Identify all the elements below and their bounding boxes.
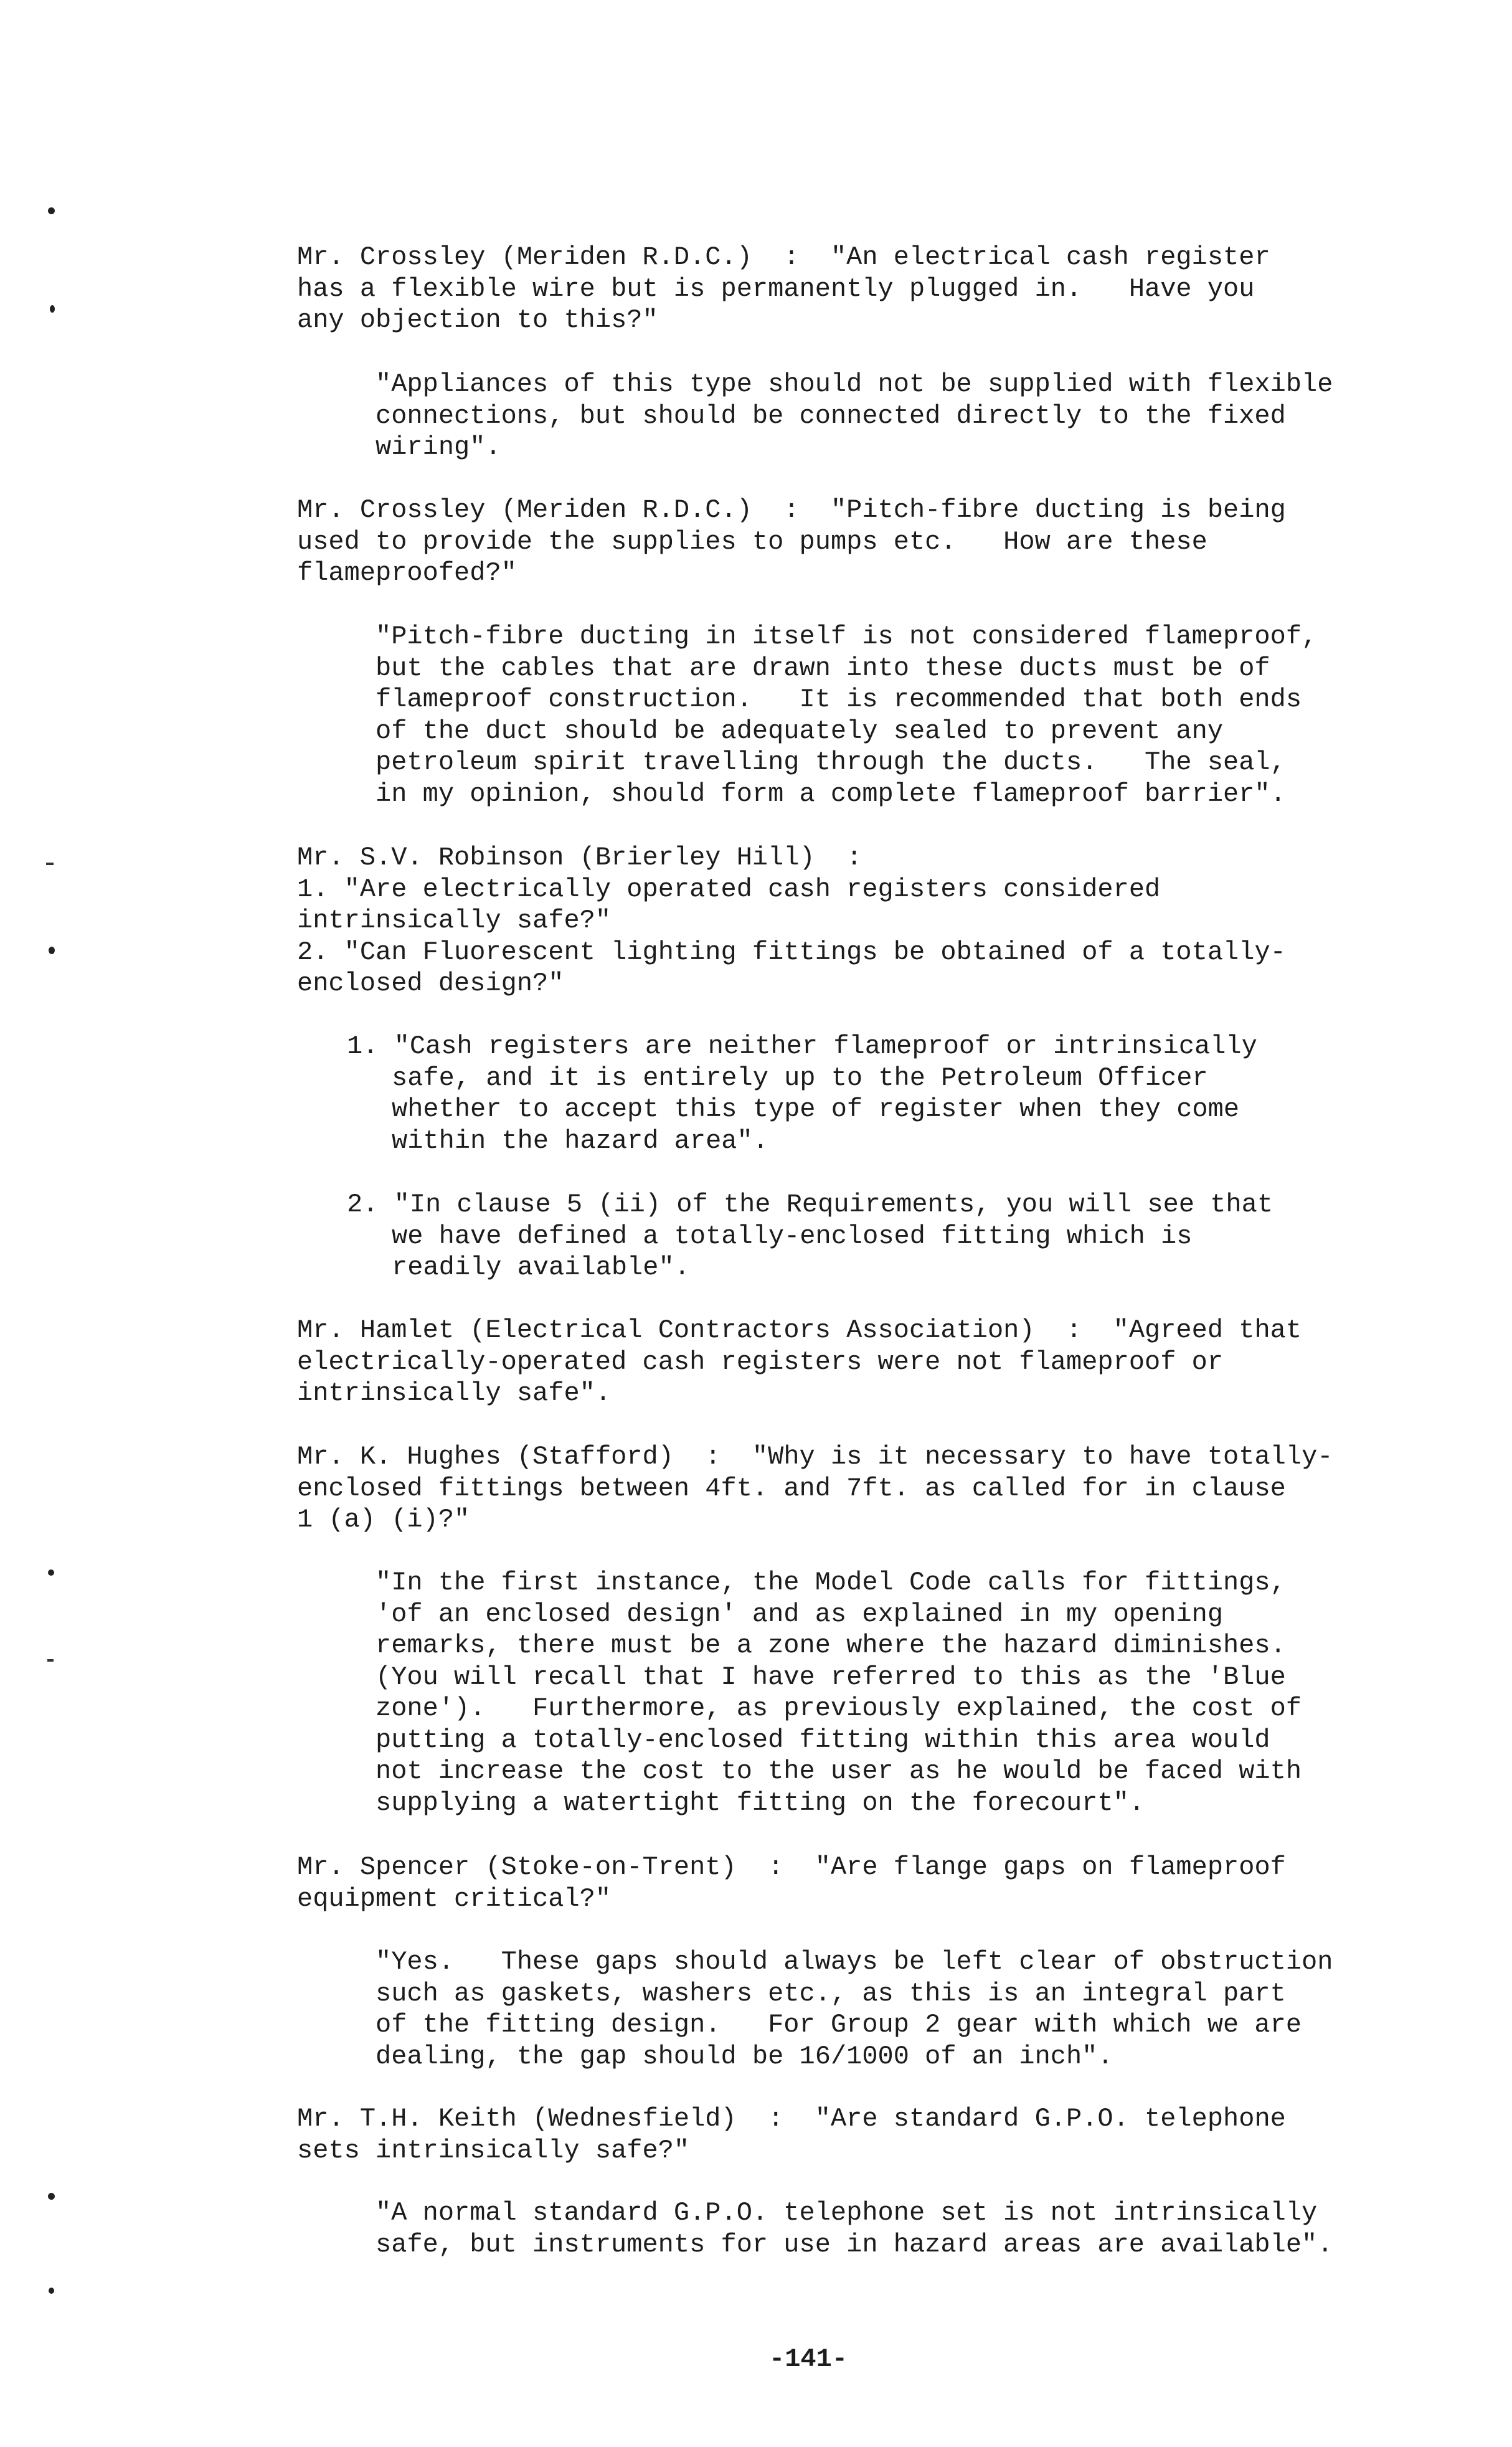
text-line: Mr. Spencer (Stoke-on-Trent) : "Are flange gaps on flameproof	[297, 1852, 1286, 1882]
answer-item-2	[347, 1189, 1273, 1284]
answer-flange-gaps	[376, 1946, 1333, 2072]
text-line: "In the first instance, the Model Code calls for fittings,	[376, 1568, 1286, 1597]
text-line: Mr. S.V. Robinson (Brierley Hill) :	[297, 843, 862, 873]
text-line: wiring".	[376, 432, 501, 462]
text-line: "Yes. These gaps should always be left clear of obstruction	[376, 1947, 1333, 1977]
text-line: 'of an enclosed design' and as explained in my opening	[376, 1599, 1224, 1629]
text-line: Mr. Crossley (Meriden R.D.C.) : "An electrical cash register	[297, 242, 1270, 272]
text-line: such as gaskets, washers etc., as this is an integral part	[376, 1978, 1286, 2009]
text-line: sets intrinsically safe?"	[297, 2135, 690, 2165]
text-line: enclosed design?"	[297, 968, 564, 998]
answer-model-code	[376, 1567, 1302, 1819]
text-line: Mr. T.H. Keith (Wednesfield) : "Are standard G.P.O. telephone	[297, 2104, 1286, 2134]
question-robinson	[297, 842, 1286, 1000]
question-keith	[297, 2103, 1286, 2166]
punch-mark	[50, 305, 55, 313]
question-spencer	[297, 1852, 1286, 1915]
text-line: safe, and it is entirely up to the Petroleum Officer	[392, 1063, 1208, 1093]
text-line: not increase the cost to the user as he would be faced with	[376, 1756, 1302, 1786]
answer-pitch-fibre	[376, 621, 1317, 810]
text-line: in my opinion, should form a complete flameproof barrier".	[376, 779, 1286, 809]
text-line: Mr. Crossley (Meriden R.D.C.) : "Pitch-fibre ducting is being	[297, 495, 1286, 525]
text-line: used to provide the supplies to pumps etc. How are these	[297, 526, 1207, 557]
text-line: 1. "Are electrically operated cash registers considered	[297, 874, 1161, 904]
text-line: of the fitting design. For Group 2 gear with which we are	[376, 2010, 1302, 2040]
punch-mark	[49, 947, 55, 954]
text-line: Mr. Hamlet (Electrical Contractors Association) : "Agreed that	[297, 1315, 1302, 1345]
punch-mark	[49, 2288, 54, 2294]
text-line: remarks, there must be a zone where the hazard diminishes.	[376, 1631, 1286, 1660]
text-line: "Pitch-fibre ducting in itself is not considered flameproof,	[376, 622, 1318, 651]
text-line: supplying a watertight fitting on the forecourt".	[376, 1787, 1145, 1818]
text-line: dealing, the gap should be 16/1000 of an inch".	[376, 2041, 1113, 2071]
text-line: readily available".	[392, 1252, 690, 1282]
punch-mark	[48, 207, 55, 214]
text-line: whether to accept this type of register when they come	[392, 1094, 1240, 1124]
text-line: enclosed fittings between 4ft. and 7ft. as called for in clause	[297, 1473, 1286, 1503]
text-line: 1 (a) (i)?"	[297, 1505, 470, 1535]
text-line: "A normal standard G.P.O. telephone set is not intrinsically	[376, 2198, 1318, 2228]
text-line: within the hazard area".	[392, 1125, 768, 1156]
text-line: connections, but should be connected directly to the fixed	[376, 400, 1286, 431]
text-line: zone'). Furthermore, as previously explained, the cost of	[376, 1693, 1302, 1723]
text-line: but the cables that are drawn into these ducts must be of	[376, 653, 1270, 683]
statement-hamlet	[297, 1315, 1302, 1409]
margin-mark	[47, 1659, 54, 1662]
punch-mark	[48, 1569, 54, 1576]
text-line: 2. "Can Fluorescent lighting fittings be obtained of a totally-	[297, 937, 1286, 967]
text-line: of the duct should be adequately sealed to prevent any	[376, 716, 1224, 746]
question-crossley-pitch-fibre	[297, 495, 1286, 589]
text-line: flameproofed?"	[297, 558, 517, 588]
answer-appliances	[376, 369, 1333, 463]
text-line: has a flexible wire but is permanently plugged in. Have you	[297, 273, 1255, 304]
text-line: safe, but instruments for use in hazard areas are available".	[376, 2229, 1333, 2260]
page-number: -141-	[769, 2344, 848, 2374]
question-hughes	[297, 1441, 1333, 1536]
answer-item-1	[347, 1031, 1257, 1157]
text-line: intrinsically safe".	[297, 1378, 612, 1408]
text-line: flameproof construction. It is recommended that both ends	[376, 684, 1302, 714]
text-line: putting a totally-enclosed fitting within this area would	[376, 1725, 1270, 1755]
answer-telephone	[376, 2197, 1333, 2260]
text-line: petroleum spirit travelling through the ducts. The seal,	[376, 747, 1286, 777]
text-line: equipment critical?"	[297, 1883, 612, 1914]
margin-mark	[46, 863, 54, 865]
text-line: intrinsically safe?"	[297, 906, 612, 935]
text-line: electrically-operated cash registers were not flameproof or	[297, 1347, 1224, 1377]
text-line: "Appliances of this type should not be supplied with flexible	[376, 369, 1333, 399]
text-line: we have defined a totally-enclosed fitting which is	[392, 1221, 1193, 1251]
text-line: 1. "Cash registers are neither flameproof or intrinsically	[347, 1031, 1257, 1061]
text-line: (You will recall that I have referred to this as the 'Blue	[376, 1662, 1286, 1692]
text-line: Mr. K. Hughes (Stafford) : "Why is it necessary to have totally-	[297, 1442, 1333, 1472]
text-line: 2. "In clause 5 (ii) of the Requirements, you will see that	[347, 1190, 1273, 1219]
punch-mark	[48, 2193, 55, 2200]
question-crossley-cash-register	[297, 242, 1270, 336]
text-line: any objection to this?"	[297, 305, 658, 335]
